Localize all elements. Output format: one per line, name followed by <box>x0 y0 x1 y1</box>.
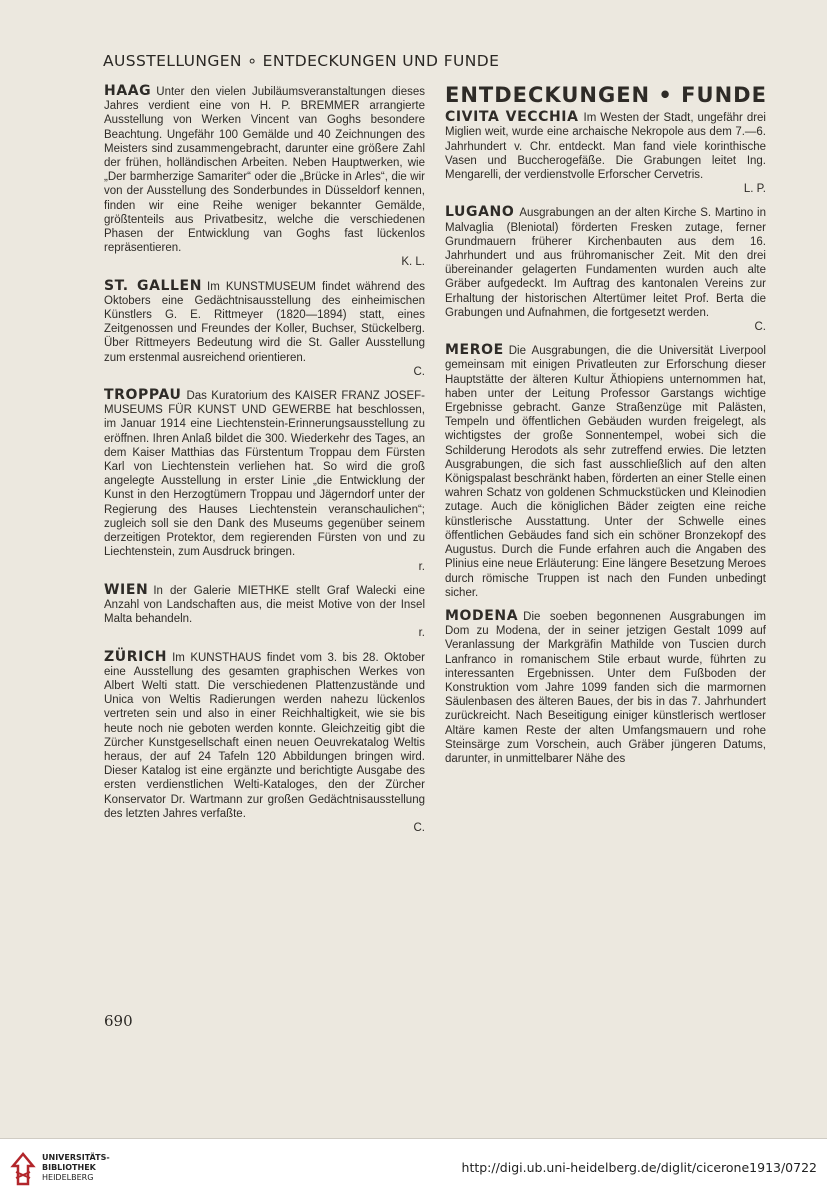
entry-place: CIVITA VECCHIA <box>445 109 579 126</box>
university-seal-icon <box>10 1152 36 1186</box>
left-column <box>104 84 425 844</box>
entry-place: MEROE <box>445 342 504 359</box>
right-column <box>445 84 766 775</box>
entry-text: Die soeben begonnenen Ausgrabungen im Dom zu Modena, der in seiner jetzigen Gestalt 1099 auf Veranlassung der Markgräfin Mathilde von Tuscien durch Lanfranco in romanischem Stile erbaut wurde, führten zu interessanten Ergebnissen. Unter dem Fußboden der Konstruktion vom Jahre 1099 fanden sich die marmornen Säulenbasen des älteren Baues, der bis in das 7. Jahrhundert zurückreicht. Nach Beseitigung einiger künstlerisch wertloser Altäre kamen Reste der alten Umfangsmauern und rohe Steinsärge zum Vorschein, auch Gräber jüngeren Datums, darunter, in unmittelbarer Nähe des <box>445 610 766 765</box>
entry-zuerich <box>104 650 425 836</box>
entry-text: Die Ausgrabungen, die die Universität Liverpool gemeinsam mit einigen Privatleuten zur Erforschung dieser Hauptstätte der älteren Kultur Äthiopiens unternommen hat, haben unter der Leitung Professor Garstangs wichtige Ergebnisse gebracht. Ganze Straßenzüge mit Palästen, Tempeln und öffentlichen Gebäuden wurden freigelegt, als wichtigstes der große Sonnentempel, wobei sich die Schilderung Herodots als sehr zutreffend erwies. Die letzten Ausgrabungen, die sich fast ausschließlich auf den alten Königspalast beschränkt haben, förderten an einer Stelle einen wahren Schatz von goldenen Schmuckstücken und Kleinodien zutage. Auch die königlichen Bäder zeigten eine reiche künstlerische Ausstattung. Unter der Schwelle eines öffentlichen Gebäudes fand sich ein schöner Bronzekopf des Augustus. Durch die Funde erfahren auch die Angaben des Plinius eine neue Erläuterung: Eine längere Besetzung Meroes durch römische Truppen ist nach den Funden unbedingt sicher. <box>445 345 766 599</box>
entry-signature: C. <box>754 321 766 334</box>
entry-text: In der Galerie MIETHKE stellt Graf Walecki eine Anzahl von Landschaften aus, die meist Motive von der Insel Malta behandeln. <box>104 584 425 626</box>
library-line: UNIVERSITÄTS- <box>42 1153 110 1162</box>
entry-civita-vecchia <box>445 110 766 196</box>
entry-signature: r. <box>418 627 425 640</box>
entry-place: MODENA <box>445 607 519 624</box>
section-heading: ENTDECKUNGEN • FUNDE <box>445 83 767 107</box>
entry-place: LUGANO <box>445 204 515 221</box>
entry-wien <box>104 583 425 641</box>
entry-signature: r. <box>418 560 425 573</box>
entry-text: Im KUNSTHAUS findet vom 3. bis 28. Oktober eine Ausstellung des gesamten graphischen Werkes von Albert Welti statt. Die verschiedenen Plattenzustände und Unica von Weltis Radierungen werden nahezu lückenlos vertreten sein und also in einer Reichhaltigkeit, wie sie bis heute noch nie geboten werden konnte. Gleichzeitig gibt die Zürcher Kunstgesellschaft einen neuen Oeuvrekatalog Weltis heraus, der auf 24 Tafeln 120 Abbildungen bringen wird. Dieser Katalog ist eine ergänzte und berichtigte Ausgabe des ersten verdienstlichen Welti-Kataloges, den der Zürcher Konservator Dr. Wartmann zur großen Gedächtnisausstellung des letzten Jahres verfaßte. <box>104 651 425 820</box>
entry-haag <box>104 84 425 270</box>
entry-troppau <box>104 388 425 574</box>
entry-st-gallen <box>104 279 425 379</box>
entry-text: Ausgrabungen an der alten Kirche S. Martino in Malvaglia (Bleniotal) förderten Fresken zutage, ferner Grundmauern früherer Kirchenbauten aus dem 16. Jahrhundert und aus frühromanischer Zeit. Mit den drei übereinander gelagerten Fundamenten wurden auch alte Gräber aufgedeckt. Im Auftrag des kantonalen Vereins zur Erhaltung der historischen Altertümer leitet Prof. Berta die Grabungen und Aufnahmen, die fortgesetzt werden. <box>445 207 766 319</box>
entry-signature: C. <box>413 365 425 378</box>
entry-lugano <box>445 205 766 334</box>
viewer-footer <box>0 1138 827 1202</box>
entry-text: Im Westen der Stadt, ungefähr drei Miglien weit, wurde eine archaische Nekropole aus dem 7.—6. Jahrhundert v. Chr. entdeckt. Man fand viele korinthische Vasen und Buccherogefäße. Die Grabungen leitet Ing. Mengarelli, der verdienstvolle Erforscher Cervetris. <box>445 112 766 182</box>
entry-signature: L. P. <box>743 183 766 196</box>
entry-signature: K. L. <box>401 256 425 269</box>
entry-place: ST. GALLEN <box>104 277 203 294</box>
entry-place: WIEN <box>104 581 149 598</box>
source-url-link[interactable]: http://digi.ub.uni-heidelberg.de/diglit/cicerone1913/0722 <box>461 1160 817 1175</box>
library-name <box>42 1153 110 1183</box>
entry-modena <box>445 609 766 766</box>
entry-text: Im KUNSTMUSEUM findet während des Oktobers eine Gedächtnisausstellung des einheimischen Künstlers G. E. Rittmeyer (1820—1894) statt, eines Zeitgenossen und Freundes der Koller, Buchser, Stückelberg. Über Rittmeyers Bedeutung wird die St. Galler Ausstellung zum erstenmal ausreichend orientieren. <box>104 280 425 364</box>
entry-text: Unter den vielen Jubiläumsveranstaltungen dieses Jahres verdient eine von H. P. BREMMER arrangierte Ausstellung von Werken Vincent van Goghs besondere Beachtung. Ungefähr 100 Gemälde und 40 Zeichnungen des Meisters sind zusammengebracht, darunter eine größere Zahl der frühen, holländischen Arbeiten. Neben Hauptwerken, wie „Der barmherzige Samariter“ oder die „Brücke in Arles“, die wir von der Ausstellung des Sonderbundes in Düsseldorf kennen, finden wir eine Reihe weniger bekannter Gemälde, größtenteils aus Privatbesitz, welche die verschiedenen Phasen der Entwicklung van Goghs fast lückenlos repräsentieren. <box>104 86 425 255</box>
page-number: 690 <box>104 1012 133 1030</box>
running-head: AUSSTELLUNGEN ∘ ENTDECKUNGEN UND FUNDE <box>103 52 500 70</box>
entry-signature: C. <box>413 821 425 834</box>
entry-place: ZÜRICH <box>104 648 168 665</box>
entry-meroe <box>445 343 766 600</box>
entry-place: HAAG <box>104 83 152 99</box>
library-line: HEIDELBERG <box>42 1173 94 1182</box>
entry-text: Das Kuratorium des KAISER FRANZ JOSEF-MUSEUMS FÜR KUNST UND GEWERBE hat beschlossen, im Januar 1914 eine Liechtenstein-Erinnerungsausstellung zu eröffnen. Ihren Anlaß bildet die 300. Wiederkehr des Tages, an dem Kaiser Matthias das Fürstentum Troppau dem Fürsten Karl von Liechtenstein verliehen hat. So wird die groß angelegte Ausstellung in erster Linie „die Entwicklung der Kunst in den Herzogtümern Troppau und Jägerndorf unter der Regierung des Hauses Liechtenstein veranschaulichen“; zugleich soll sie den Dank des Museums gegenüber seinem derzeitigen Protektor, dem regierenden Fürsten von und zu Liechtenstein, zum Ausdruck bringen. <box>104 390 425 559</box>
library-line: BIBLIOTHEK <box>42 1163 96 1172</box>
entry-place: TROPPAU <box>104 387 182 404</box>
